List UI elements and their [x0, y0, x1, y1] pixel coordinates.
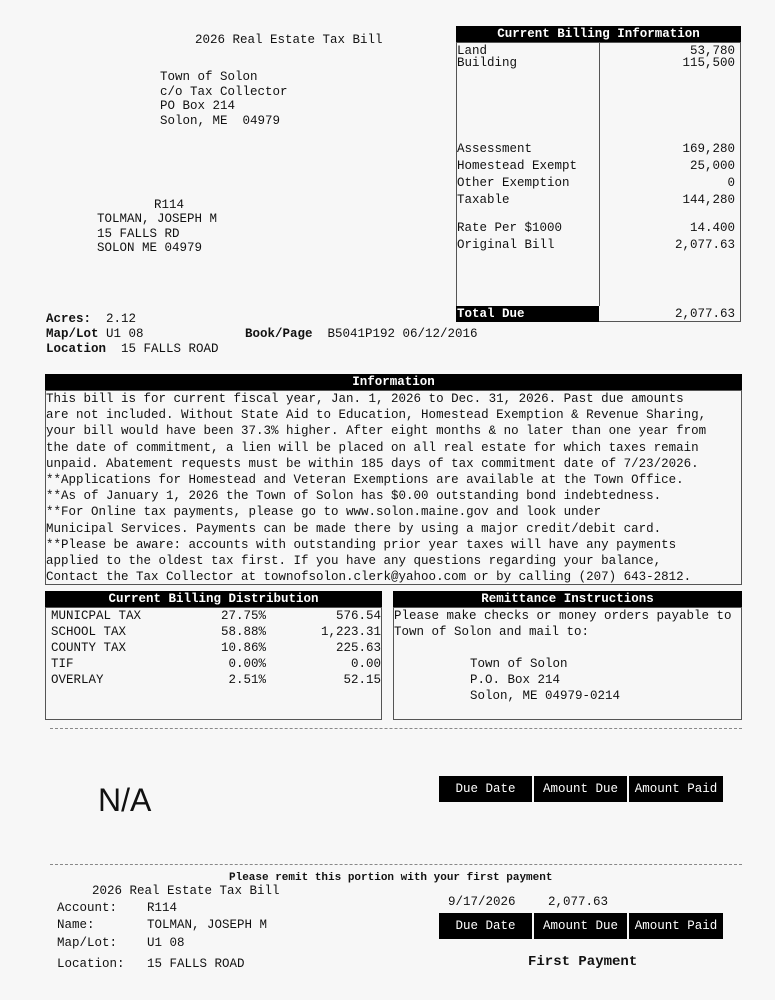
distribution-amount: 52.15 [343, 673, 381, 687]
maplot-field [46, 327, 144, 341]
distribution-pct: 10.86% [220, 641, 266, 655]
billing-row [457, 193, 735, 207]
cut-line [50, 728, 742, 729]
distribution-row [51, 673, 381, 689]
information-line: Municipal Services. Payments can be made there by using a major credit/debit card. [46, 521, 662, 536]
distribution-pct: 0.00% [228, 657, 266, 671]
payment-label: First Payment [528, 954, 638, 970]
remit-note: Please remit this portion with your first payment [229, 872, 553, 884]
stub-due-date: 9/17/2026 [448, 895, 516, 909]
billing-value: 169,280 [682, 142, 735, 156]
distribution-amount: 0.00 [350, 657, 381, 671]
distribution-pct: 2.51% [228, 673, 266, 687]
distribution-row [51, 625, 381, 641]
town-address-line: c/o Tax Collector [160, 84, 288, 99]
distribution-amount: 1,223.31 [320, 625, 381, 639]
stub-account-label: Account: [57, 901, 118, 915]
due-date-header: Due Date [439, 776, 532, 802]
billing-value: 2,077.63 [674, 238, 735, 252]
billing-row [457, 56, 735, 70]
information-header: Information [45, 374, 742, 390]
billing-value: 115,500 [682, 56, 735, 70]
distribution-row [51, 609, 381, 625]
billing-value: 14.400 [689, 221, 735, 235]
billing-row [457, 221, 735, 235]
maplot-value: U1 08 [106, 327, 144, 341]
stub-amount-paid-header: Amount Paid [629, 913, 723, 939]
distribution-amount: 225.63 [335, 641, 381, 655]
distribution-name: MUNICPAL TAX [51, 609, 142, 623]
acres-label: Acres: [46, 312, 92, 326]
information-line: **Please be aware: accounts with outstanding prior year taxes will have any payments [46, 537, 677, 552]
remittance-line: Please make checks or money orders payable to [394, 609, 732, 623]
stub-amount-due-header: Amount Due [534, 913, 627, 939]
billing-label: Original Bill [457, 238, 555, 252]
billing-row [457, 238, 735, 252]
stub-maplot-label: Map/Lot: [57, 936, 118, 950]
billing-label: Rate Per $1000 [457, 221, 563, 235]
information-line: unpaid. Abatement requests must be within 185 days of tax commitment date of 7/23/2026. [46, 456, 699, 471]
town-address-line: Solon, ME 04979 [160, 113, 281, 128]
owner-address-line: 15 FALLS RD [97, 226, 180, 241]
remittance-address-line: Solon, ME 04979-0214 [470, 689, 621, 703]
information-line: are not included. Without State Aid to Education, Homestead Exemption & Revenue Sharing, [46, 408, 707, 423]
distribution-amount: 576.54 [335, 609, 381, 623]
billing-label: Assessment [457, 142, 533, 156]
owner-address-line: SOLON ME 04979 [97, 241, 203, 255]
information-line: **As of January 1, 2026 the Town of Solon has $0.00 outstanding bond indebtedness. [46, 489, 662, 504]
billing-label: Land [457, 44, 488, 58]
billing-value: 144,280 [682, 193, 735, 207]
remittance-address-line: Town of Solon [470, 657, 568, 671]
remittance-address-line: P.O. Box 214 [470, 673, 561, 687]
information-line: This bill is for current fiscal year, Jan. 1, 2026 to Dec. 31, 2026. Past due amounts [46, 392, 684, 406]
distribution-pct: 58.88% [220, 625, 266, 639]
account-id: R114 [154, 198, 185, 212]
town-address-line: Town of Solon [160, 70, 258, 84]
information-line: your bill would have been 37.3% higher. After eight months & no later than one year from [46, 424, 707, 439]
billing-value: 0 [727, 176, 735, 190]
distribution-name: TIF [51, 657, 74, 671]
information-line: the date of commitment, a lien will be placed on all real estate for which taxes remain [46, 440, 699, 455]
remittance-header: Remittance Instructions [393, 591, 742, 607]
distribution-name: COUNTY TAX [51, 641, 127, 655]
stub-name-label: Name: [57, 918, 95, 932]
billing-label: Building [457, 56, 518, 70]
stub-maplot-value: U1 08 [147, 936, 185, 950]
cut-line [50, 864, 742, 865]
maplot-label: Map/Lot [46, 327, 99, 341]
billing-row [457, 159, 735, 173]
bill-title: 2026 Real Estate Tax Bill [195, 33, 383, 47]
stub-location-value: 15 FALLS ROAD [147, 957, 245, 971]
stub-account-value: R114 [147, 901, 178, 915]
stub-due-date-header: Due Date [439, 913, 532, 939]
information-line: Contact the Tax Collector at townofsolon.clerk@yahoo.com or by calling (207) 643-2812. [46, 570, 692, 585]
total-due-label: Total Due [456, 306, 599, 322]
information-text [46, 391, 741, 585]
town-address-line: PO Box 214 [160, 99, 236, 113]
stub-title: 2026 Real Estate Tax Bill [92, 884, 280, 898]
information-line: **For Online tax payments, please go to www.solon.maine.gov and look under [46, 505, 602, 520]
distribution-name: OVERLAY [51, 673, 104, 687]
owner-address [97, 212, 217, 256]
total-due-value: 2,077.63 [674, 307, 735, 321]
billing-label: Other Exemption [457, 176, 570, 190]
billing-divider [599, 42, 600, 306]
stub-location-label: Location: [57, 957, 125, 971]
remittance-line: Town of Solon and mail to: [394, 625, 590, 639]
billing-value: 25,000 [689, 159, 735, 173]
amount-paid-header: Amount Paid [629, 776, 723, 802]
na-text: N/A [98, 782, 152, 818]
distribution-header: Current Billing Distribution [45, 591, 382, 607]
amount-due-header: Amount Due [534, 776, 627, 802]
billing-row [457, 176, 735, 190]
bookpage-value: B5041P192 06/12/2016 [327, 327, 478, 341]
stub-amount-due: 2,077.63 [548, 895, 609, 909]
acres-field [46, 312, 136, 326]
information-line: **Applications for Homestead and Veteran Exemptions are available at the Town Office. [46, 472, 684, 487]
distribution-name: SCHOOL TAX [51, 625, 127, 639]
billing-label: Taxable [457, 193, 510, 207]
stub-name-value: TOLMAN, JOSEPH M [147, 918, 268, 932]
owner-address-line: TOLMAN, JOSEPH M [97, 212, 218, 226]
bookpage-label: Book/Page [245, 327, 313, 341]
acres-value: 2.12 [106, 312, 137, 326]
distribution-pct: 27.75% [220, 609, 266, 623]
billing-value: 53,780 [689, 44, 735, 58]
billing-row [457, 142, 735, 156]
bookpage-field [245, 327, 478, 341]
location-field [46, 342, 219, 356]
town-address [160, 70, 288, 128]
distribution-row [51, 657, 381, 673]
information-line: applied to the oldest tax first. If you have any questions regarding your balance, [46, 553, 662, 568]
location-label: Location [46, 342, 107, 356]
distribution-row [51, 641, 381, 657]
location-value: 15 FALLS ROAD [121, 342, 219, 356]
billing-label: Homestead Exempt [457, 159, 578, 173]
billing-info-header: Current Billing Information [456, 26, 741, 42]
